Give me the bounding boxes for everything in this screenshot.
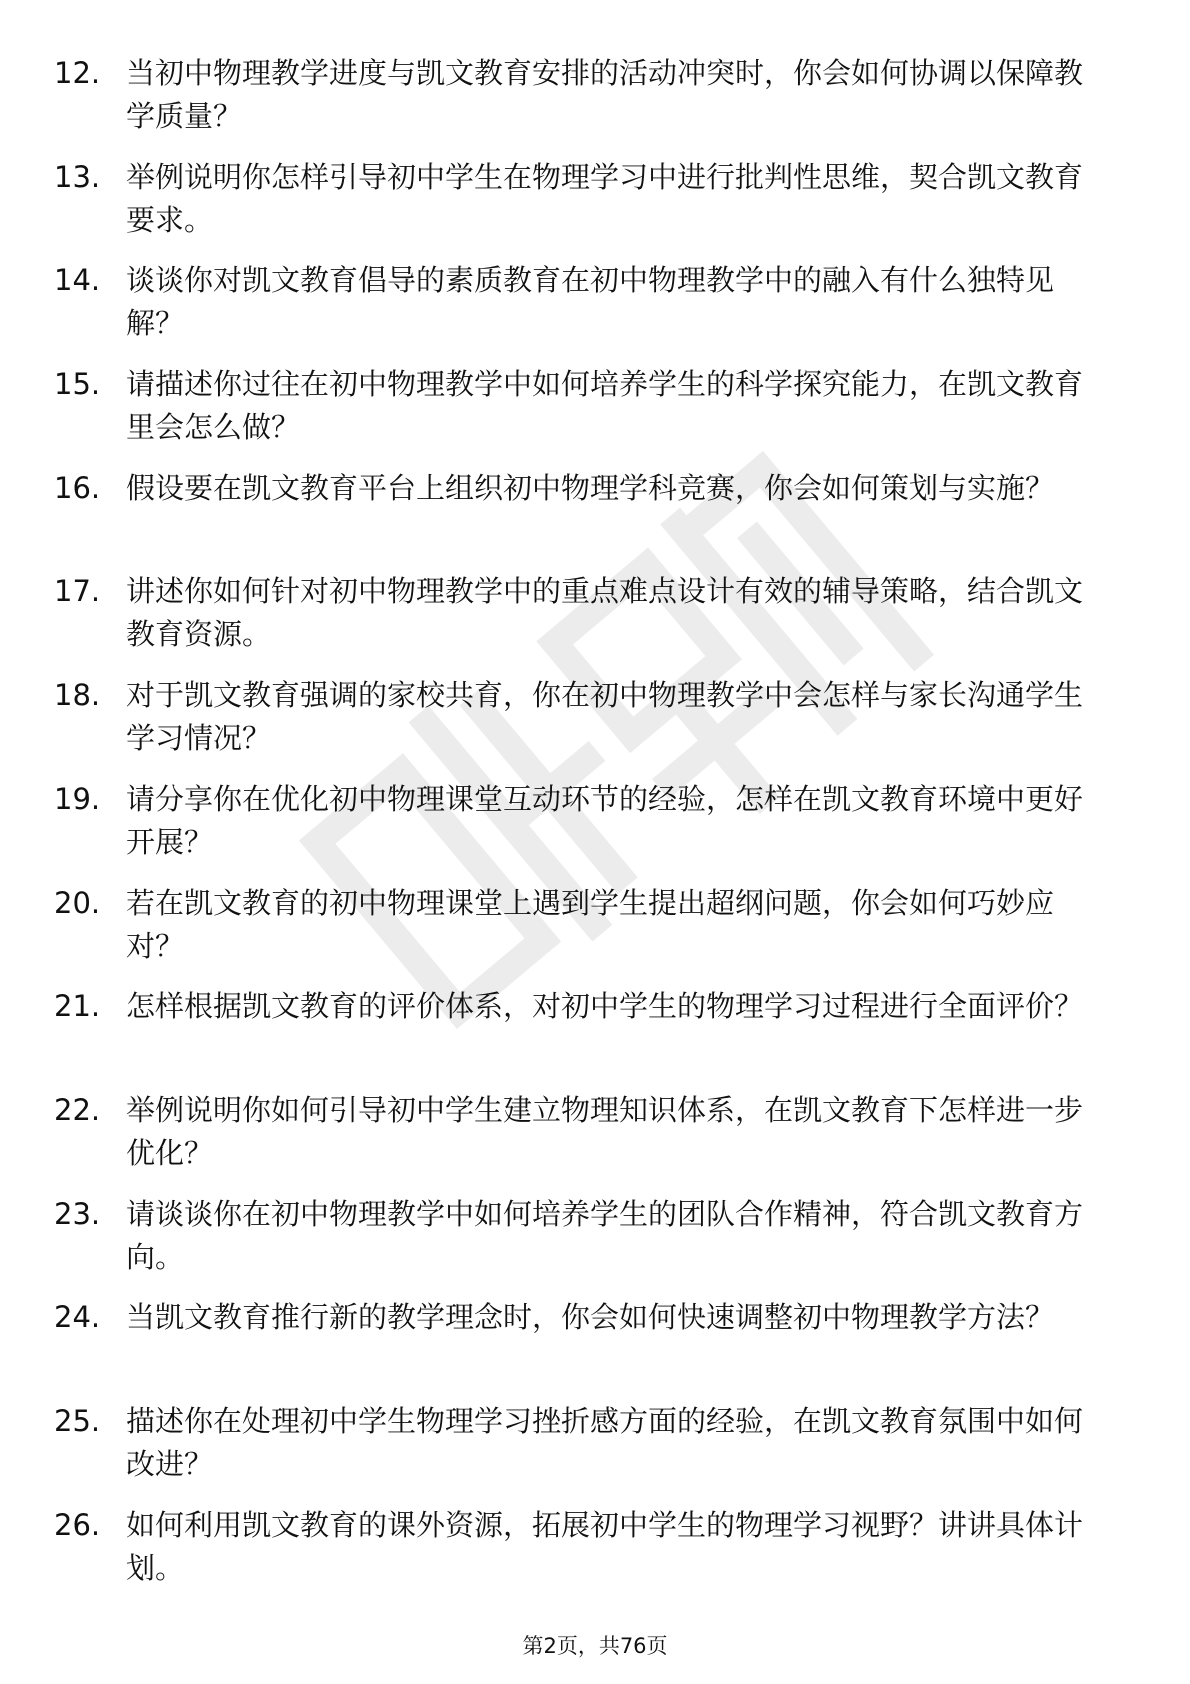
question-number: 14. [54,263,101,298]
question-number: 18. [54,678,101,713]
question-text: 请谈谈你在初中物理教学中如何培养学生的团队合作精神，符合凯文教育方向。 [126,1196,1084,1274]
list-item [0,467,1190,571]
question-number: 21. [54,989,101,1024]
question-number: 23. [54,1196,101,1231]
question-text: 举例说明你怎样引导初中学生在物理学习中进行批判性思维，契合凯文教育要求。 [126,159,1084,237]
question-number: 22. [54,1092,101,1127]
question-text: 请描述你过往在初中物理教学中如何培养学生的科学探究能力，在凯文教育里会怎么做？ [126,367,1084,445]
question-text: 请分享你在优化初中物理课堂互动环节的经验，怎样在凯文教育环境中更好开展？ [126,781,1084,859]
question-text: 当初中物理教学进度与凯文教育安排的活动冲突时，你会如何协调以保障教学质量？ [126,56,1084,133]
question-number: 12. [54,56,101,90]
page-number: 第2页，共76页 [522,1634,668,1658]
question-text: 举例说明你如何引导初中学生建立物理知识体系，在凯文教育下怎样进一步优化？ [126,1092,1084,1170]
list-item [0,882,1190,986]
question-text: 对于凯文教育强调的家校共育，你在初中物理教学中会怎样与家长沟通学生学习情况？ [126,678,1084,756]
list-item [0,674,1190,778]
list-item [0,1193,1190,1297]
list-item [0,363,1190,467]
question-text: 讲述你如何针对初中物理教学中的重点难点设计有效的辅导策略，结合凯文教育资源。 [126,574,1084,652]
question-number: 15. [54,367,101,402]
question-text: 若在凯文教育的初中物理课堂上遇到学生提出超纲问题，你会如何巧妙应对？ [126,885,1055,963]
list-item [0,1504,1190,1608]
question-text: 如何利用凯文教育的课外资源，拓展初中学生的物理学习视野？讲讲具体计划。 [126,1507,1084,1585]
question-text: 当凯文教育推行新的教学理念时，你会如何快速调整初中物理教学方法？ [126,1300,1055,1335]
question-text: 假设要在凯文教育平台上组织初中物理学科竞赛，你会如何策划与实施？ [126,470,1055,505]
question-number: 24. [54,1300,101,1335]
question-text: 怎样根据凯文教育的评价体系，对初中学生的物理学习过程进行全面评价？ [126,989,1084,1024]
list-item [0,985,1190,1089]
list-item [0,1089,1190,1193]
list-item [0,156,1190,260]
question-number: 16. [54,470,101,505]
list-item [0,1400,1190,1504]
question-number: 13. [54,159,101,194]
question-number: 20. [54,885,101,920]
list-item [0,570,1190,674]
list-item [0,259,1190,363]
question-list [0,52,1190,1607]
list-item [0,52,1190,156]
question-text: 谈谈你对凯文教育倡导的素质教育在初中物理教学中的融入有什么独特见解？ [126,263,1055,341]
list-item [0,1296,1190,1400]
question-number: 19. [54,781,101,816]
question-text: 描述你在处理初中学生物理学习挫折感方面的经验，在凯文教育氛围中如何改进？ [126,1403,1084,1481]
question-number: 26. [54,1507,101,1542]
list-item [0,778,1190,882]
question-number: 17. [54,574,101,609]
question-number: 25. [54,1403,101,1438]
